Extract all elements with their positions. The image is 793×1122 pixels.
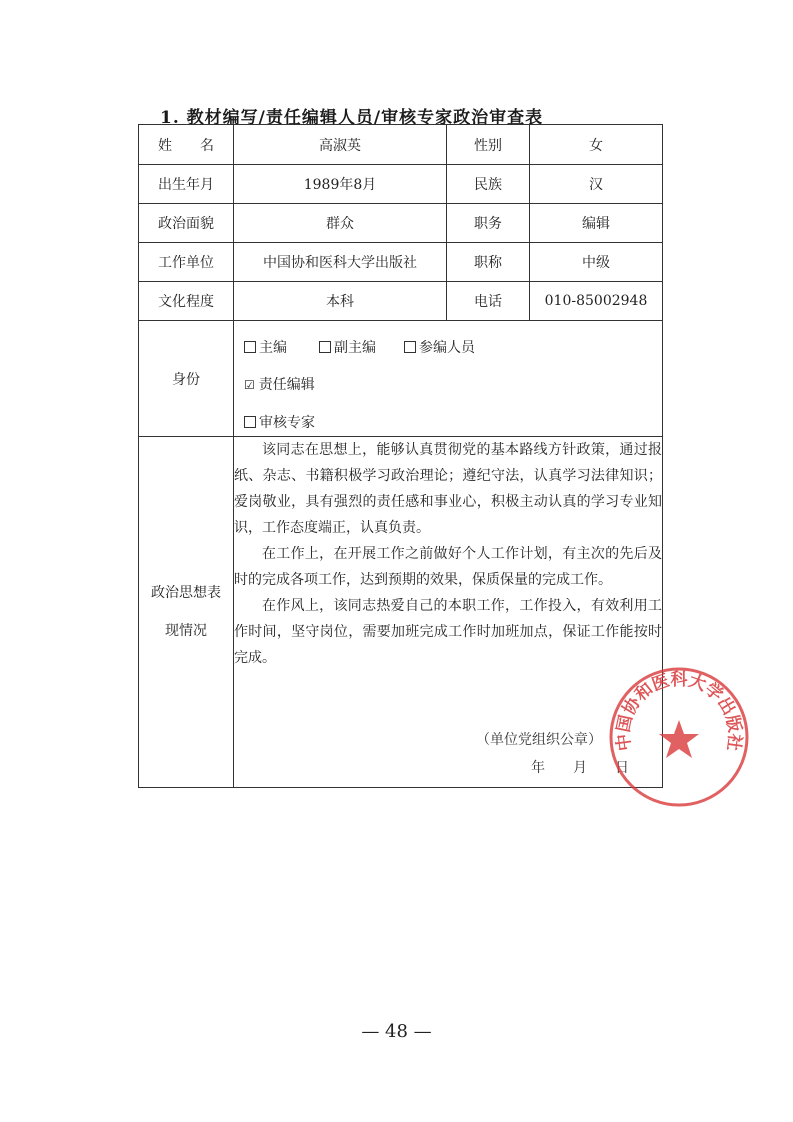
political-status-label: 政治面貌 bbox=[139, 204, 234, 243]
option-label: 主编 bbox=[259, 340, 287, 356]
review-paragraph-2: 在工作上，在开展工作之前做好个人工作计划，有主次的先后及时的完成各项工作，达到预期的效果，保质保量的完成工作。 bbox=[234, 546, 662, 588]
option-label: 参编人员 bbox=[419, 340, 475, 356]
identity-label: 身份 bbox=[139, 321, 234, 437]
row-politics bbox=[139, 204, 663, 243]
review-paragraph-3: 在作风上，该同志热爱自己的本职工作，工作投入，有效利用工作时间，坚守岗位，需要加班完成工作时加班加点，保证工作能按时完成。 bbox=[234, 598, 662, 666]
title-rank-label: 职称 bbox=[447, 243, 530, 282]
seal-caption: （单位党组织公章） bbox=[476, 732, 602, 748]
page-number: — 48 — bbox=[361, 1021, 432, 1042]
political-review-label-line1: 政治思想表 bbox=[151, 585, 221, 601]
political-status-value: 群众 bbox=[234, 204, 447, 243]
row-work bbox=[139, 243, 663, 282]
option-contributor[interactable] bbox=[404, 337, 475, 357]
official-seal bbox=[604, 662, 754, 812]
checkbox-unchecked-icon[interactable] bbox=[404, 341, 416, 353]
gender-label: 性别 bbox=[447, 125, 530, 165]
birth-value: 1989年8月 bbox=[234, 165, 447, 204]
political-review-content bbox=[234, 437, 745, 788]
name-label: 姓 名 bbox=[139, 125, 234, 165]
seal-icon bbox=[604, 662, 754, 812]
work-unit-value: 中国协和医科大学出版社 bbox=[234, 243, 447, 282]
row-education bbox=[139, 282, 663, 321]
row-identity bbox=[139, 321, 663, 437]
option-label: 副主编 bbox=[334, 340, 376, 356]
birth-label: 出生年月 bbox=[139, 165, 234, 204]
seal-text: 中国协和医科大学出版社 bbox=[613, 669, 745, 753]
option-review-expert[interactable] bbox=[244, 412, 315, 432]
ethnicity-value: 汉 bbox=[530, 165, 663, 204]
row-birth bbox=[139, 165, 663, 204]
checkbox-checked-icon[interactable]: ☑ bbox=[244, 378, 255, 392]
checkbox-unchecked-icon[interactable] bbox=[244, 416, 256, 428]
review-paragraph-1: 该同志在思想上，能够认真贯彻党的基本路线方针政策，通过报纸、杂志、书籍积极学习政治理论；遵纪守法，认真学习法律知识；爱岗敬业，具有强烈的责任感和事业心，积极主动认真的学习专业知识，工作态度端正，认真负责。 bbox=[234, 442, 662, 536]
row-political-review bbox=[139, 437, 663, 788]
title-rank-value: 中级 bbox=[530, 243, 663, 282]
option-responsible-editor[interactable] bbox=[244, 374, 315, 394]
option-deputy-editor[interactable] bbox=[319, 337, 376, 357]
phone-label: 电话 bbox=[447, 282, 530, 321]
education-value: 本科 bbox=[234, 282, 447, 321]
option-label: 责任编辑 bbox=[258, 377, 315, 393]
gender-value: 女 bbox=[530, 125, 663, 165]
work-unit-label: 工作单位 bbox=[139, 243, 234, 282]
education-label: 文化程度 bbox=[139, 282, 234, 321]
position-value: 编辑 bbox=[530, 204, 663, 243]
option-chief-editor[interactable] bbox=[244, 337, 287, 357]
form-title: 1. 教材编写/责任编辑人员/审核专家政治审查表 bbox=[160, 108, 544, 128]
row-name bbox=[139, 125, 663, 165]
political-review-label-line2: 现情况 bbox=[165, 623, 207, 639]
svg-text:中国协和医科大学出版社 bbox=[612, 669, 745, 752]
review-form-table bbox=[138, 124, 745, 788]
position-label: 职务 bbox=[447, 204, 530, 243]
ethnicity-label: 民族 bbox=[447, 165, 530, 204]
identity-options bbox=[234, 321, 663, 437]
signature-date: 年 月 日 bbox=[531, 760, 629, 776]
political-review-label bbox=[139, 437, 234, 788]
option-label: 审核专家 bbox=[259, 415, 315, 431]
checkbox-unchecked-icon[interactable] bbox=[319, 341, 331, 353]
phone-value: 010-85002948 bbox=[530, 282, 663, 321]
checkbox-unchecked-icon[interactable] bbox=[244, 341, 256, 353]
name-value: 高淑英 bbox=[234, 125, 447, 165]
